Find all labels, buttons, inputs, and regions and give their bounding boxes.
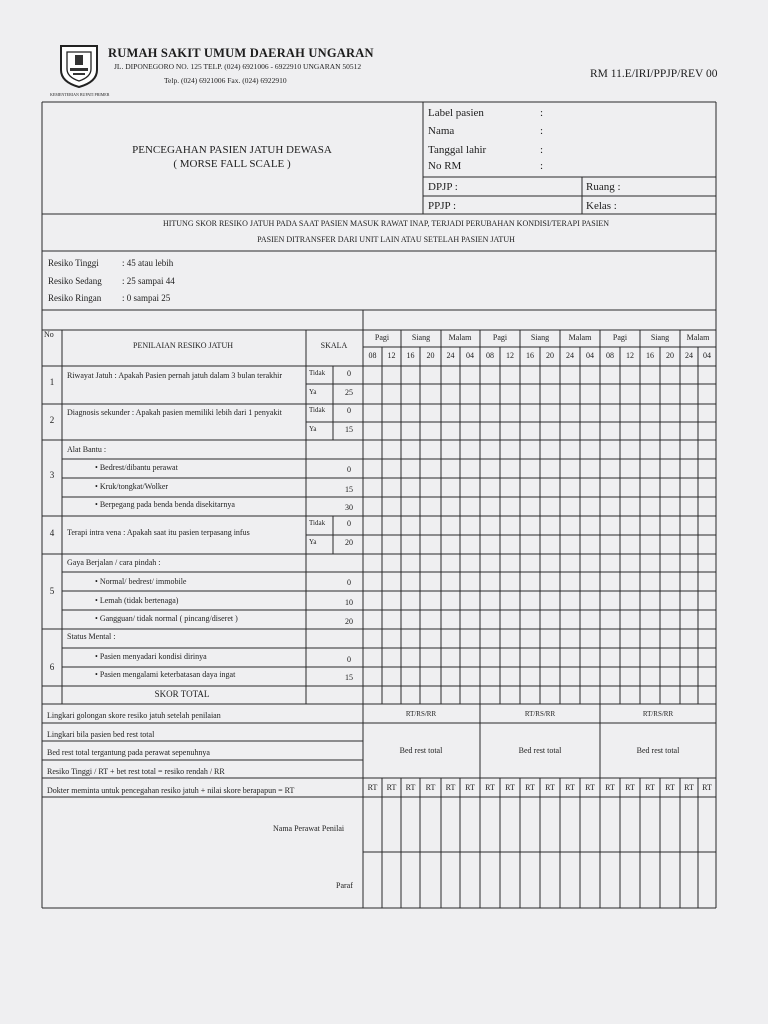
hour-label: 04: [586, 351, 594, 360]
bedrest-circle-label: Lingkari bila pasien bed rest total: [47, 730, 155, 739]
doctor-request-label: Dokter meminta untuk pencegahan resiko jatuh + nilai skore berapapun = RT: [47, 786, 295, 795]
shift-label: Malam: [568, 333, 592, 342]
item-number: 5: [49, 586, 55, 596]
rt-cell: RT: [386, 783, 397, 792]
item-title: Alat Bantu :: [67, 445, 107, 454]
rt-cell: RT: [367, 783, 378, 792]
bullet-item: • Pasien menyadari kondisi dirinya: [95, 652, 207, 661]
tanggal-lahir-label: Tanggal lahir: [428, 144, 487, 156]
colon: :: [540, 125, 544, 137]
kelas-label: Kelas :: [586, 200, 617, 212]
rt-cell: RT: [445, 783, 456, 792]
option-label: Ya: [309, 538, 317, 546]
hospital-address: JL. DIPONEGORO NO. 125 TELP. (024) 6921006 - 6922910 UNGARAN 50512: [114, 62, 362, 71]
bullet-text: Pasien menyadari kondisi dirinya: [99, 652, 207, 661]
scale-value: 0: [347, 369, 351, 378]
risk-high-label: Resiko Tinggi: [48, 258, 99, 268]
hour-label: 12: [506, 351, 514, 360]
category-option: RT/RS/RR: [524, 710, 556, 718]
bullet-item: • Bedrest/dibantu perawat: [95, 463, 178, 472]
item-number: 6: [49, 662, 55, 672]
paraf-label: Paraf: [336, 881, 353, 890]
hour-label: 20: [426, 351, 435, 360]
category-option: RT/RS/RR: [642, 710, 674, 718]
label-pasien: Label pasien: [428, 107, 484, 119]
bedrest-total: Bed rest total: [518, 746, 562, 755]
hour-label: 20: [666, 351, 674, 360]
scale-value: 20: [345, 538, 353, 547]
rt-cell: RT: [684, 783, 694, 792]
shift-label: Pagi: [374, 333, 390, 342]
no-rm-label: No RM: [428, 160, 462, 172]
item-text: Riwayat Jatuh : Apakah Pasien pernah jatuh dalam 3 bulan terakhir: [67, 371, 283, 380]
risk-low-label: Resiko Ringan: [48, 293, 102, 303]
item-number: 4: [49, 528, 55, 538]
bullet-item: • Normal/ bedrest/ immobile: [95, 577, 187, 586]
circle-category-label: Lingkari golongan skore resiko jatuh setelah penilaian: [47, 711, 221, 720]
bullet-text: Berpegang pada benda benda disekitarnya: [99, 500, 235, 509]
shift-label: Siang: [530, 333, 550, 342]
option-label: Tidak: [309, 369, 326, 377]
col-header-assessment: PENILAIAN RESIKO JATUH: [133, 341, 233, 350]
col-header-scale: SKALA: [320, 341, 348, 350]
risk-rule-label: Resiko Tinggi / RT + bet rest total = resiko rendah / RR: [47, 767, 225, 776]
rt-cell: RT: [545, 783, 555, 792]
risk-high-value: : 45 atau lebih: [122, 258, 174, 268]
bullet-text: Pasien mengalami keterbatasan daya ingat: [99, 670, 236, 679]
scale-value: 0: [347, 465, 351, 474]
option-label: Tidak: [309, 406, 326, 414]
scale-value: 10: [345, 598, 353, 607]
risk-low-value: : 0 sampai 25: [122, 293, 171, 303]
ppjp-label: PPJP :: [428, 200, 457, 212]
bullet-text: Gangguan/ tidak normal ( pincang/diseret ): [99, 614, 238, 623]
colon: :: [540, 144, 544, 156]
rt-cell: RT: [505, 783, 515, 792]
item-text: Terapi intra vena : Apakah saat itu pasien terpasang infus: [67, 528, 250, 537]
rt-cell: RT: [485, 783, 495, 792]
risk-medium-value: : 25 sampai 44: [122, 276, 175, 286]
col-header-no: No: [44, 330, 54, 339]
scale-value: 20: [345, 617, 353, 626]
hospital-name: RUMAH SAKIT UMUM DAERAH UNGARAN: [108, 46, 374, 60]
colon: :: [540, 160, 544, 172]
bullet-item: • Pasien mengalami keterbatasan daya ingat: [95, 670, 236, 679]
rt-cell: RT: [702, 783, 712, 792]
hospital-phone: Telp. (024) 6921006 Fax. (024) 6922910: [164, 76, 287, 85]
item-title: Gaya Berjalan / cara pindah :: [67, 558, 161, 567]
hour-label: 08: [606, 351, 614, 360]
hour-label: 24: [685, 351, 693, 360]
option-label: Tidak: [309, 519, 326, 527]
item-number: 3: [49, 470, 55, 480]
hour-label: 20: [546, 351, 554, 360]
bedrest-total: Bed rest total: [636, 746, 680, 755]
hour-label: 12: [626, 351, 634, 360]
total-score-label: SKOR TOTAL: [154, 689, 210, 699]
bullet-text: Kruk/tongkat/Wolker: [99, 482, 169, 491]
shift-label: Siang: [411, 333, 431, 342]
colon: :: [540, 107, 544, 119]
bullet-item: • Berpegang pada benda benda disekitarnya: [95, 500, 235, 509]
scale-value: 0: [347, 655, 351, 664]
bullet-item: • Kruk/tongkat/Wolker: [95, 482, 169, 491]
bedrest-depend-label: Bed rest total tergantung pada perawat sepenuhnya: [47, 748, 210, 757]
bullet-text: Normal/ bedrest/ immobile: [99, 577, 187, 586]
shift-label: Malam: [448, 333, 472, 342]
scale-value: 15: [345, 673, 353, 682]
shift-label: Siang: [650, 333, 670, 342]
rt-cell: RT: [525, 783, 535, 792]
nurse-name-label: Nama Perawat Penilai: [273, 824, 345, 833]
scale-value: 0: [347, 578, 351, 587]
option-label: Ya: [309, 388, 317, 396]
item-number: 2: [49, 415, 55, 425]
rt-cell: RT: [625, 783, 635, 792]
bullet-text: Lemah (tidak bertenaga): [99, 596, 179, 605]
scale-value: 25: [345, 388, 353, 397]
hour-label: 08: [486, 351, 494, 360]
hour-label: 24: [566, 351, 574, 360]
form-code: RM 11.E/IRI/PPJP/REV 00: [590, 68, 718, 80]
rt-cell: RT: [605, 783, 615, 792]
dpjp-label: DPJP :: [428, 181, 458, 193]
rt-cell: RT: [565, 783, 575, 792]
scale-value: 15: [345, 425, 353, 434]
shift-label: Malam: [686, 333, 710, 342]
hour-label: 08: [368, 351, 377, 360]
hour-label: 16: [406, 351, 415, 360]
nama-label: Nama: [428, 125, 455, 137]
hour-label: 12: [387, 351, 396, 360]
shift-label: Pagi: [612, 333, 628, 342]
scale-value: 0: [347, 406, 351, 415]
bedrest-total: Bed rest total: [399, 746, 443, 755]
risk-medium-label: Resiko Sedang: [48, 276, 102, 286]
rt-cell: RT: [465, 783, 475, 792]
hour-label: 16: [646, 351, 654, 360]
rt-cell: RT: [405, 783, 416, 792]
rt-cell: RT: [425, 783, 436, 792]
rt-cell: RT: [645, 783, 655, 792]
hour-label: 04: [466, 351, 474, 360]
category-option: RT/RS/RR: [405, 710, 437, 718]
bullet-text: Bedrest/dibantu perawat: [99, 463, 178, 472]
ruang-label: Ruang :: [586, 181, 621, 193]
rt-cell: RT: [585, 783, 595, 792]
hour-label: 16: [526, 351, 534, 360]
bullet-item: • Lemah (tidak bertenaga): [95, 596, 179, 605]
form-title: PENCEGAHAN PASIEN JATUH DEWASA: [132, 144, 332, 156]
item-number: 1: [49, 377, 55, 387]
shift-label: Pagi: [492, 333, 508, 342]
bullet-item: • Gangguan/ tidak normal ( pincang/diseret ): [95, 614, 238, 623]
item-title: Status Mental :: [67, 632, 116, 641]
instruction-line1: HITUNG SKOR RESIKO JATUH PADA SAAT PASIEN MASUK RAWAT INAP, TERJADI PERUBAHAN KONDISI/TERAPI PASIEN: [162, 219, 610, 228]
option-label: Ya: [309, 425, 317, 433]
hour-label: 04: [703, 351, 711, 360]
logo-caption: KEMENTERIAN BUPATI PRIMER: [50, 92, 110, 97]
rt-cell: RT: [665, 783, 675, 792]
hour-label: 24: [446, 351, 455, 360]
scale-value: 15: [345, 485, 353, 494]
scale-value: 30: [345, 503, 353, 512]
form-subtitle: ( MORSE FALL SCALE ): [173, 158, 291, 170]
scale-value: 0: [347, 519, 351, 528]
instruction-line2: PASIEN DITRANSFER DARI UNIT LAIN ATAU SETELAH PASIEN JATUH: [257, 235, 515, 244]
item-text: Diagnosis sekunder : Apakah pasien memiliki lebih dari 1 penyakit: [67, 408, 282, 417]
